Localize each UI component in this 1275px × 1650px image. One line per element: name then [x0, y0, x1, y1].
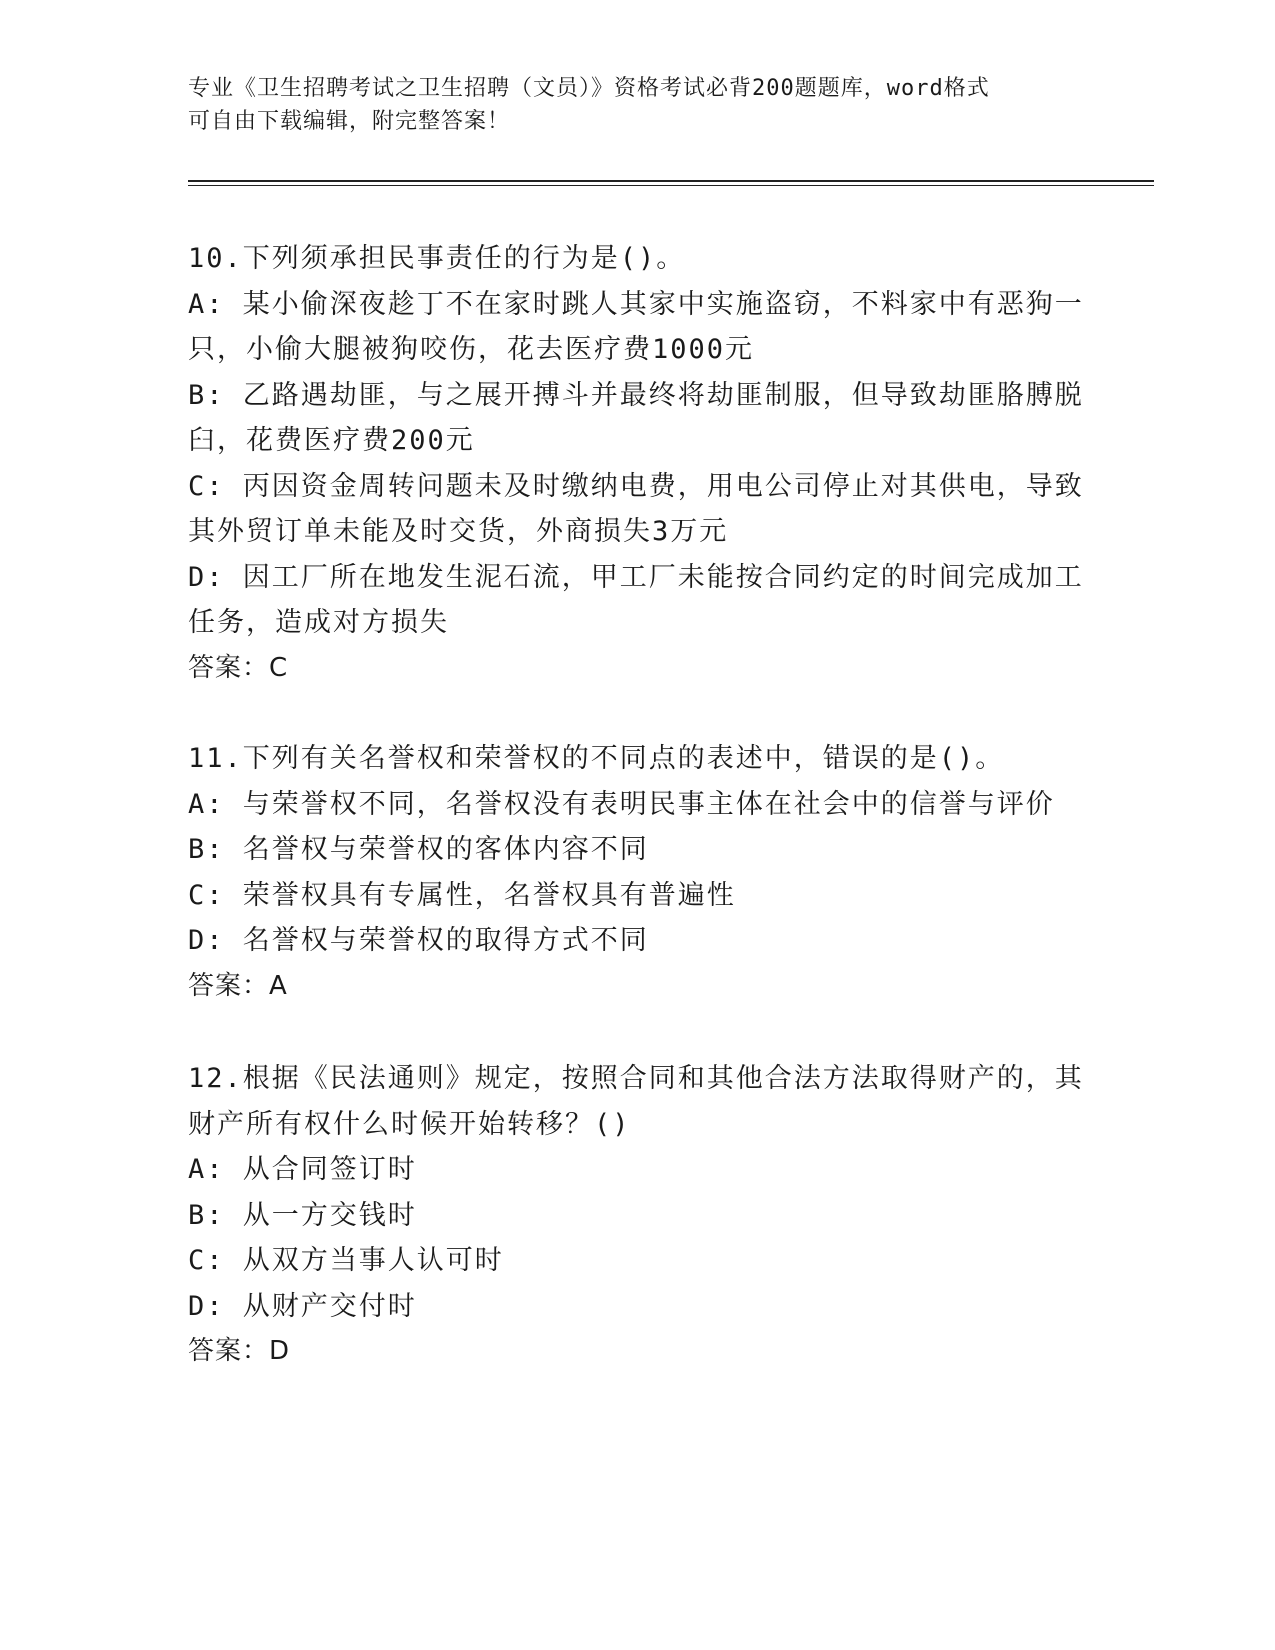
header-line: 专业《卫生招聘考试之卫生招聘（文员）》资格考试必背200题题库，word格式: [188, 76, 990, 101]
answer: 答案：A: [188, 970, 288, 1001]
document-header: [188, 72, 1088, 138]
option-d-cont: 任务，造成对方损失: [188, 607, 449, 638]
option-b: B: 名誉权与荣誉权的客体内容不同: [188, 834, 649, 865]
option-d: D: 从财产交付时: [188, 1290, 417, 1322]
option-b-cont: 臼，花费医疗费200元: [188, 425, 475, 456]
option-d: D: 名誉权与荣誉权的取得方式不同: [188, 925, 649, 956]
question-11: [188, 736, 1088, 1009]
question-stem: 11.下列有关名誉权和荣誉权的不同点的表述中，错误的是()。: [188, 743, 1005, 774]
option-a: A: 与荣誉权不同，名誉权没有表明民事主体在社会中的信誉与评价: [188, 788, 1055, 820]
answer: 答案：D: [188, 1336, 291, 1366]
option-d: D: 因工厂所在地发生泥石流，甲工厂未能按合同约定的时间完成加工: [188, 561, 1084, 593]
option-b: B: 从一方交钱时: [188, 1199, 417, 1231]
header-line: 可自由下载编辑，附完整答案！: [188, 109, 511, 134]
option-a: A: 某小偷深夜趁丁不在家时跳人其家中实施盗窃，不料家中有恶狗一: [188, 288, 1084, 320]
option-c-cont: 其外贸订单未能及时交货，外商损失3万元: [188, 516, 729, 547]
header-divider: [188, 180, 1154, 182]
option-a: A: 从合同签订时: [188, 1154, 417, 1185]
question-12: [188, 1056, 1088, 1375]
header-divider: [188, 185, 1154, 186]
option-b: B: 乙路遇劫匪，与之展开搏斗并最终将劫匪制服，但导致劫匪胳膊脱: [188, 379, 1084, 411]
answer: 答案：C: [188, 652, 289, 683]
question-stem-cont: 财产所有权什么时候开始转移？(): [188, 1108, 631, 1140]
option-c: C: 丙因资金周转问题未及时缴纳电费，用电公司停止对其供电，导致: [188, 470, 1084, 502]
option-c: C: 从双方当事人认可时: [188, 1245, 504, 1276]
question-10: [188, 236, 1088, 691]
option-c: C: 荣誉权具有专属性，名誉权具有普遍性: [188, 879, 736, 911]
question-stem: 12.根据《民法通则》规定，按照合同和其他合法方法取得财产的，其: [188, 1063, 1084, 1094]
option-a-cont: 只，小偷大腿被狗咬伤，花去医疗费1000元: [188, 334, 755, 365]
question-stem: 10.下列须承担民事责任的行为是()。: [188, 243, 686, 274]
